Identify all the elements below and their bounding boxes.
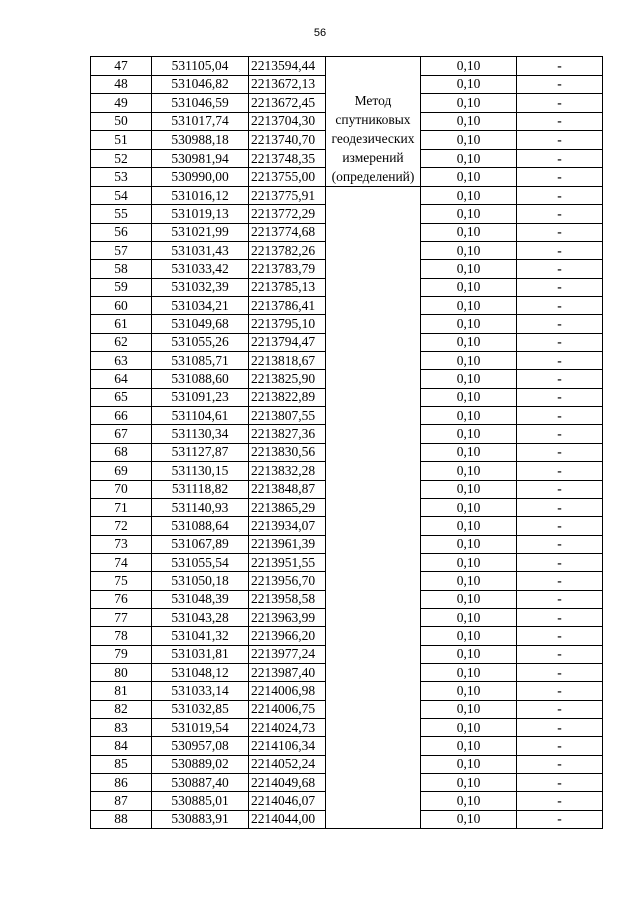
table-row [91, 498, 603, 516]
method-empty-cell [326, 333, 421, 351]
table-row [91, 297, 603, 315]
y-coordinate-cell: 2213794,47 [249, 333, 326, 351]
description-cell: - [517, 168, 603, 187]
description-cell: - [517, 407, 603, 425]
point-number-cell: 63 [91, 352, 152, 370]
method-empty-cell [326, 517, 421, 535]
y-coordinate-cell: 2213977,24 [249, 645, 326, 663]
x-coordinate-cell: 531021,99 [152, 223, 249, 241]
description-cell: - [517, 443, 603, 461]
x-coordinate-cell: 530885,01 [152, 792, 249, 810]
accuracy-cell: 0,10 [421, 205, 517, 223]
method-empty-cell [326, 370, 421, 388]
table-row [91, 443, 603, 461]
method-empty-cell [326, 205, 421, 223]
accuracy-cell: 0,10 [421, 682, 517, 700]
point-number-cell: 53 [91, 168, 152, 187]
accuracy-cell: 0,10 [421, 278, 517, 296]
accuracy-cell: 0,10 [421, 572, 517, 590]
point-number-cell: 54 [91, 187, 152, 205]
table-row [91, 718, 603, 736]
table-row [91, 425, 603, 443]
y-coordinate-cell: 2213785,13 [249, 278, 326, 296]
y-coordinate-cell: 2213755,00 [249, 168, 326, 187]
method-empty-cell [326, 315, 421, 333]
point-number-cell: 79 [91, 645, 152, 663]
description-cell: - [517, 774, 603, 792]
method-empty-cell [326, 792, 421, 810]
point-number-cell: 78 [91, 627, 152, 645]
y-coordinate-cell: 2213848,87 [249, 480, 326, 498]
method-empty-cell [326, 700, 421, 718]
table-row [91, 608, 603, 626]
table-row [91, 242, 603, 260]
y-coordinate-cell: 2214046,07 [249, 792, 326, 810]
table-row [91, 627, 603, 645]
y-coordinate-cell: 2213807,55 [249, 407, 326, 425]
method-empty-cell [326, 388, 421, 406]
description-cell: - [517, 223, 603, 241]
accuracy-cell: 0,10 [421, 187, 517, 205]
y-coordinate-cell: 2213775,91 [249, 187, 326, 205]
x-coordinate-cell: 530889,02 [152, 755, 249, 773]
description-cell: - [517, 663, 603, 681]
method-empty-cell [326, 352, 421, 370]
table-row [91, 480, 603, 498]
table-row [91, 205, 603, 223]
page-number: 56 [313, 27, 327, 39]
description-cell: - [517, 131, 603, 150]
point-number-cell: 47 [91, 57, 152, 76]
table-row [91, 663, 603, 681]
table-row [91, 260, 603, 278]
description-cell: - [517, 535, 603, 553]
table-row [91, 388, 603, 406]
y-coordinate-cell: 2213822,89 [249, 388, 326, 406]
description-cell: - [517, 388, 603, 406]
point-number-cell: 85 [91, 755, 152, 773]
y-coordinate-cell: 2214006,98 [249, 682, 326, 700]
accuracy-cell: 0,10 [421, 149, 517, 168]
description-cell: - [517, 260, 603, 278]
accuracy-cell: 0,10 [421, 388, 517, 406]
description-cell: - [517, 737, 603, 755]
x-coordinate-cell: 531104,61 [152, 407, 249, 425]
y-coordinate-cell: 2213594,44 [249, 57, 326, 76]
method-empty-cell [326, 682, 421, 700]
x-coordinate-cell: 531019,13 [152, 205, 249, 223]
method-empty-cell [326, 187, 421, 205]
y-coordinate-cell: 2213786,41 [249, 297, 326, 315]
point-number-cell: 77 [91, 608, 152, 626]
accuracy-cell: 0,10 [421, 462, 517, 480]
table-row [91, 278, 603, 296]
table-row [91, 755, 603, 773]
x-coordinate-cell: 531046,82 [152, 75, 249, 94]
description-cell: - [517, 462, 603, 480]
table-row [91, 407, 603, 425]
method-empty-cell [326, 718, 421, 736]
accuracy-cell: 0,10 [421, 407, 517, 425]
table-row [91, 462, 603, 480]
x-coordinate-cell: 531127,87 [152, 443, 249, 461]
description-cell: - [517, 352, 603, 370]
point-number-cell: 69 [91, 462, 152, 480]
x-coordinate-cell: 530981,94 [152, 149, 249, 168]
point-number-cell: 88 [91, 810, 152, 828]
accuracy-cell: 0,10 [421, 608, 517, 626]
table-row [91, 700, 603, 718]
description-cell: - [517, 608, 603, 626]
method-empty-cell [326, 663, 421, 681]
accuracy-cell: 0,10 [421, 774, 517, 792]
point-number-cell: 70 [91, 480, 152, 498]
x-coordinate-cell: 531043,28 [152, 608, 249, 626]
y-coordinate-cell: 2214106,34 [249, 737, 326, 755]
point-number-cell: 51 [91, 131, 152, 150]
x-coordinate-cell: 531048,39 [152, 590, 249, 608]
table-row [91, 553, 603, 571]
y-coordinate-cell: 2213865,29 [249, 498, 326, 516]
point-number-cell: 58 [91, 260, 152, 278]
x-coordinate-cell: 531017,74 [152, 112, 249, 131]
y-coordinate-cell: 2213830,56 [249, 443, 326, 461]
description-cell: - [517, 682, 603, 700]
method-empty-cell [326, 425, 421, 443]
x-coordinate-cell: 531055,26 [152, 333, 249, 351]
method-empty-cell [326, 737, 421, 755]
accuracy-cell: 0,10 [421, 718, 517, 736]
x-coordinate-cell: 531130,34 [152, 425, 249, 443]
description-cell: - [517, 278, 603, 296]
description-cell: - [517, 517, 603, 535]
x-coordinate-cell: 531032,39 [152, 278, 249, 296]
point-number-cell: 83 [91, 718, 152, 736]
y-coordinate-cell: 2213672,45 [249, 94, 326, 113]
description-cell: - [517, 425, 603, 443]
method-cell: Метод спутниковых геодезических измерений (определений) [326, 57, 421, 187]
point-number-cell: 71 [91, 498, 152, 516]
method-empty-cell [326, 810, 421, 828]
accuracy-cell: 0,10 [421, 553, 517, 571]
accuracy-cell: 0,10 [421, 792, 517, 810]
x-coordinate-cell: 531088,60 [152, 370, 249, 388]
x-coordinate-cell: 531049,68 [152, 315, 249, 333]
x-coordinate-cell: 531085,71 [152, 352, 249, 370]
point-number-cell: 60 [91, 297, 152, 315]
description-cell: - [517, 297, 603, 315]
point-number-cell: 76 [91, 590, 152, 608]
y-coordinate-cell: 2213951,55 [249, 553, 326, 571]
method-empty-cell [326, 407, 421, 425]
table-row [91, 315, 603, 333]
description-cell: - [517, 149, 603, 168]
coordinates-table [90, 56, 603, 829]
y-coordinate-cell: 2213782,26 [249, 242, 326, 260]
x-coordinate-cell: 531140,93 [152, 498, 249, 516]
accuracy-cell: 0,10 [421, 498, 517, 516]
point-number-cell: 52 [91, 149, 152, 168]
point-number-cell: 66 [91, 407, 152, 425]
description-cell: - [517, 572, 603, 590]
point-number-cell: 74 [91, 553, 152, 571]
description-cell: - [517, 75, 603, 94]
y-coordinate-cell: 2213672,13 [249, 75, 326, 94]
table-row [91, 737, 603, 755]
x-coordinate-cell: 530990,00 [152, 168, 249, 187]
point-number-cell: 48 [91, 75, 152, 94]
x-coordinate-cell: 531091,23 [152, 388, 249, 406]
x-coordinate-cell: 531048,12 [152, 663, 249, 681]
accuracy-cell: 0,10 [421, 112, 517, 131]
table-row [91, 187, 603, 205]
accuracy-cell: 0,10 [421, 663, 517, 681]
accuracy-cell: 0,10 [421, 297, 517, 315]
x-coordinate-cell: 530887,40 [152, 774, 249, 792]
accuracy-cell: 0,10 [421, 223, 517, 241]
x-coordinate-cell: 531016,12 [152, 187, 249, 205]
y-coordinate-cell: 2213772,29 [249, 205, 326, 223]
x-coordinate-cell: 531032,85 [152, 700, 249, 718]
point-number-cell: 49 [91, 94, 152, 113]
accuracy-cell: 0,10 [421, 352, 517, 370]
x-coordinate-cell: 531019,54 [152, 718, 249, 736]
description-cell: - [517, 315, 603, 333]
method-empty-cell [326, 774, 421, 792]
x-coordinate-cell: 531033,42 [152, 260, 249, 278]
point-number-cell: 50 [91, 112, 152, 131]
point-number-cell: 82 [91, 700, 152, 718]
y-coordinate-cell: 2213818,67 [249, 352, 326, 370]
y-coordinate-cell: 2213795,10 [249, 315, 326, 333]
y-coordinate-cell: 2213827,36 [249, 425, 326, 443]
point-number-cell: 84 [91, 737, 152, 755]
description-cell: - [517, 627, 603, 645]
x-coordinate-cell: 530957,08 [152, 737, 249, 755]
accuracy-cell: 0,10 [421, 260, 517, 278]
point-number-cell: 61 [91, 315, 152, 333]
y-coordinate-cell: 2213958,58 [249, 590, 326, 608]
x-coordinate-cell: 531088,64 [152, 517, 249, 535]
accuracy-cell: 0,10 [421, 700, 517, 718]
description-cell: - [517, 57, 603, 76]
description-cell: - [517, 645, 603, 663]
x-coordinate-cell: 530988,18 [152, 131, 249, 150]
accuracy-cell: 0,10 [421, 168, 517, 187]
y-coordinate-cell: 2213961,39 [249, 535, 326, 553]
x-coordinate-cell: 531046,59 [152, 94, 249, 113]
point-number-cell: 86 [91, 774, 152, 792]
x-coordinate-cell: 531041,32 [152, 627, 249, 645]
point-number-cell: 56 [91, 223, 152, 241]
table-row [91, 370, 603, 388]
y-coordinate-cell: 2214049,68 [249, 774, 326, 792]
method-empty-cell [326, 590, 421, 608]
point-number-cell: 64 [91, 370, 152, 388]
point-number-cell: 65 [91, 388, 152, 406]
x-coordinate-cell: 531105,04 [152, 57, 249, 76]
y-coordinate-cell: 2213825,90 [249, 370, 326, 388]
table-row [91, 517, 603, 535]
y-coordinate-cell: 2214006,75 [249, 700, 326, 718]
accuracy-cell: 0,10 [421, 517, 517, 535]
table-row [91, 352, 603, 370]
accuracy-cell: 0,10 [421, 131, 517, 150]
accuracy-cell: 0,10 [421, 443, 517, 461]
table-row [91, 590, 603, 608]
description-cell: - [517, 498, 603, 516]
method-empty-cell [326, 627, 421, 645]
method-empty-cell [326, 462, 421, 480]
description-cell: - [517, 755, 603, 773]
table-row [91, 810, 603, 828]
table-row [91, 223, 603, 241]
point-number-cell: 55 [91, 205, 152, 223]
x-coordinate-cell: 531031,81 [152, 645, 249, 663]
method-empty-cell [326, 443, 421, 461]
table-row [91, 333, 603, 351]
description-cell: - [517, 205, 603, 223]
y-coordinate-cell: 2213783,79 [249, 260, 326, 278]
x-coordinate-cell: 531055,54 [152, 553, 249, 571]
description-cell: - [517, 718, 603, 736]
y-coordinate-cell: 2213966,20 [249, 627, 326, 645]
description-cell: - [517, 187, 603, 205]
method-empty-cell [326, 572, 421, 590]
x-coordinate-cell: 531033,14 [152, 682, 249, 700]
table-row [91, 774, 603, 792]
description-cell: - [517, 700, 603, 718]
x-coordinate-cell: 531034,21 [152, 297, 249, 315]
description-cell: - [517, 333, 603, 351]
method-empty-cell [326, 608, 421, 626]
point-number-cell: 80 [91, 663, 152, 681]
description-cell: - [517, 370, 603, 388]
method-empty-cell [326, 535, 421, 553]
y-coordinate-cell: 2213774,68 [249, 223, 326, 241]
point-number-cell: 57 [91, 242, 152, 260]
description-cell: - [517, 590, 603, 608]
accuracy-cell: 0,10 [421, 627, 517, 645]
y-coordinate-cell: 2213704,30 [249, 112, 326, 131]
accuracy-cell: 0,10 [421, 333, 517, 351]
accuracy-cell: 0,10 [421, 57, 517, 76]
description-cell: - [517, 553, 603, 571]
accuracy-cell: 0,10 [421, 535, 517, 553]
accuracy-cell: 0,10 [421, 370, 517, 388]
x-coordinate-cell: 531118,82 [152, 480, 249, 498]
point-number-cell: 73 [91, 535, 152, 553]
method-empty-cell [326, 553, 421, 571]
table-row [91, 792, 603, 810]
point-number-cell: 59 [91, 278, 152, 296]
table-row [91, 645, 603, 663]
y-coordinate-cell: 2214024,73 [249, 718, 326, 736]
table-row [91, 572, 603, 590]
point-number-cell: 62 [91, 333, 152, 351]
x-coordinate-cell: 531130,15 [152, 462, 249, 480]
method-empty-cell [326, 645, 421, 663]
accuracy-cell: 0,10 [421, 425, 517, 443]
description-cell: - [517, 94, 603, 113]
description-cell: - [517, 792, 603, 810]
accuracy-cell: 0,10 [421, 480, 517, 498]
x-coordinate-cell: 531031,43 [152, 242, 249, 260]
y-coordinate-cell: 2213934,07 [249, 517, 326, 535]
method-empty-cell [326, 223, 421, 241]
method-empty-cell [326, 278, 421, 296]
y-coordinate-cell: 2214052,24 [249, 755, 326, 773]
table-row [91, 682, 603, 700]
y-coordinate-cell: 2213956,70 [249, 572, 326, 590]
y-coordinate-cell: 2213740,70 [249, 131, 326, 150]
accuracy-cell: 0,10 [421, 755, 517, 773]
y-coordinate-cell: 2214044,00 [249, 810, 326, 828]
x-coordinate-cell: 530883,91 [152, 810, 249, 828]
accuracy-cell: 0,10 [421, 645, 517, 663]
y-coordinate-cell: 2213832,28 [249, 462, 326, 480]
point-number-cell: 72 [91, 517, 152, 535]
point-number-cell: 75 [91, 572, 152, 590]
method-empty-cell [326, 480, 421, 498]
accuracy-cell: 0,10 [421, 590, 517, 608]
method-empty-cell [326, 297, 421, 315]
description-cell: - [517, 242, 603, 260]
point-number-cell: 81 [91, 682, 152, 700]
description-cell: - [517, 810, 603, 828]
accuracy-cell: 0,10 [421, 737, 517, 755]
accuracy-cell: 0,10 [421, 242, 517, 260]
description-cell: - [517, 480, 603, 498]
method-empty-cell [326, 755, 421, 773]
accuracy-cell: 0,10 [421, 94, 517, 113]
method-empty-cell [326, 498, 421, 516]
y-coordinate-cell: 2213748,35 [249, 149, 326, 168]
method-empty-cell [326, 242, 421, 260]
point-number-cell: 67 [91, 425, 152, 443]
method-empty-cell [326, 260, 421, 278]
y-coordinate-cell: 2213963,99 [249, 608, 326, 626]
description-cell: - [517, 112, 603, 131]
point-number-cell: 87 [91, 792, 152, 810]
accuracy-cell: 0,10 [421, 810, 517, 828]
y-coordinate-cell: 2213987,40 [249, 663, 326, 681]
table-row [91, 57, 603, 76]
accuracy-cell: 0,10 [421, 75, 517, 94]
accuracy-cell: 0,10 [421, 315, 517, 333]
x-coordinate-cell: 531050,18 [152, 572, 249, 590]
x-coordinate-cell: 531067,89 [152, 535, 249, 553]
point-number-cell: 68 [91, 443, 152, 461]
table-row [91, 535, 603, 553]
